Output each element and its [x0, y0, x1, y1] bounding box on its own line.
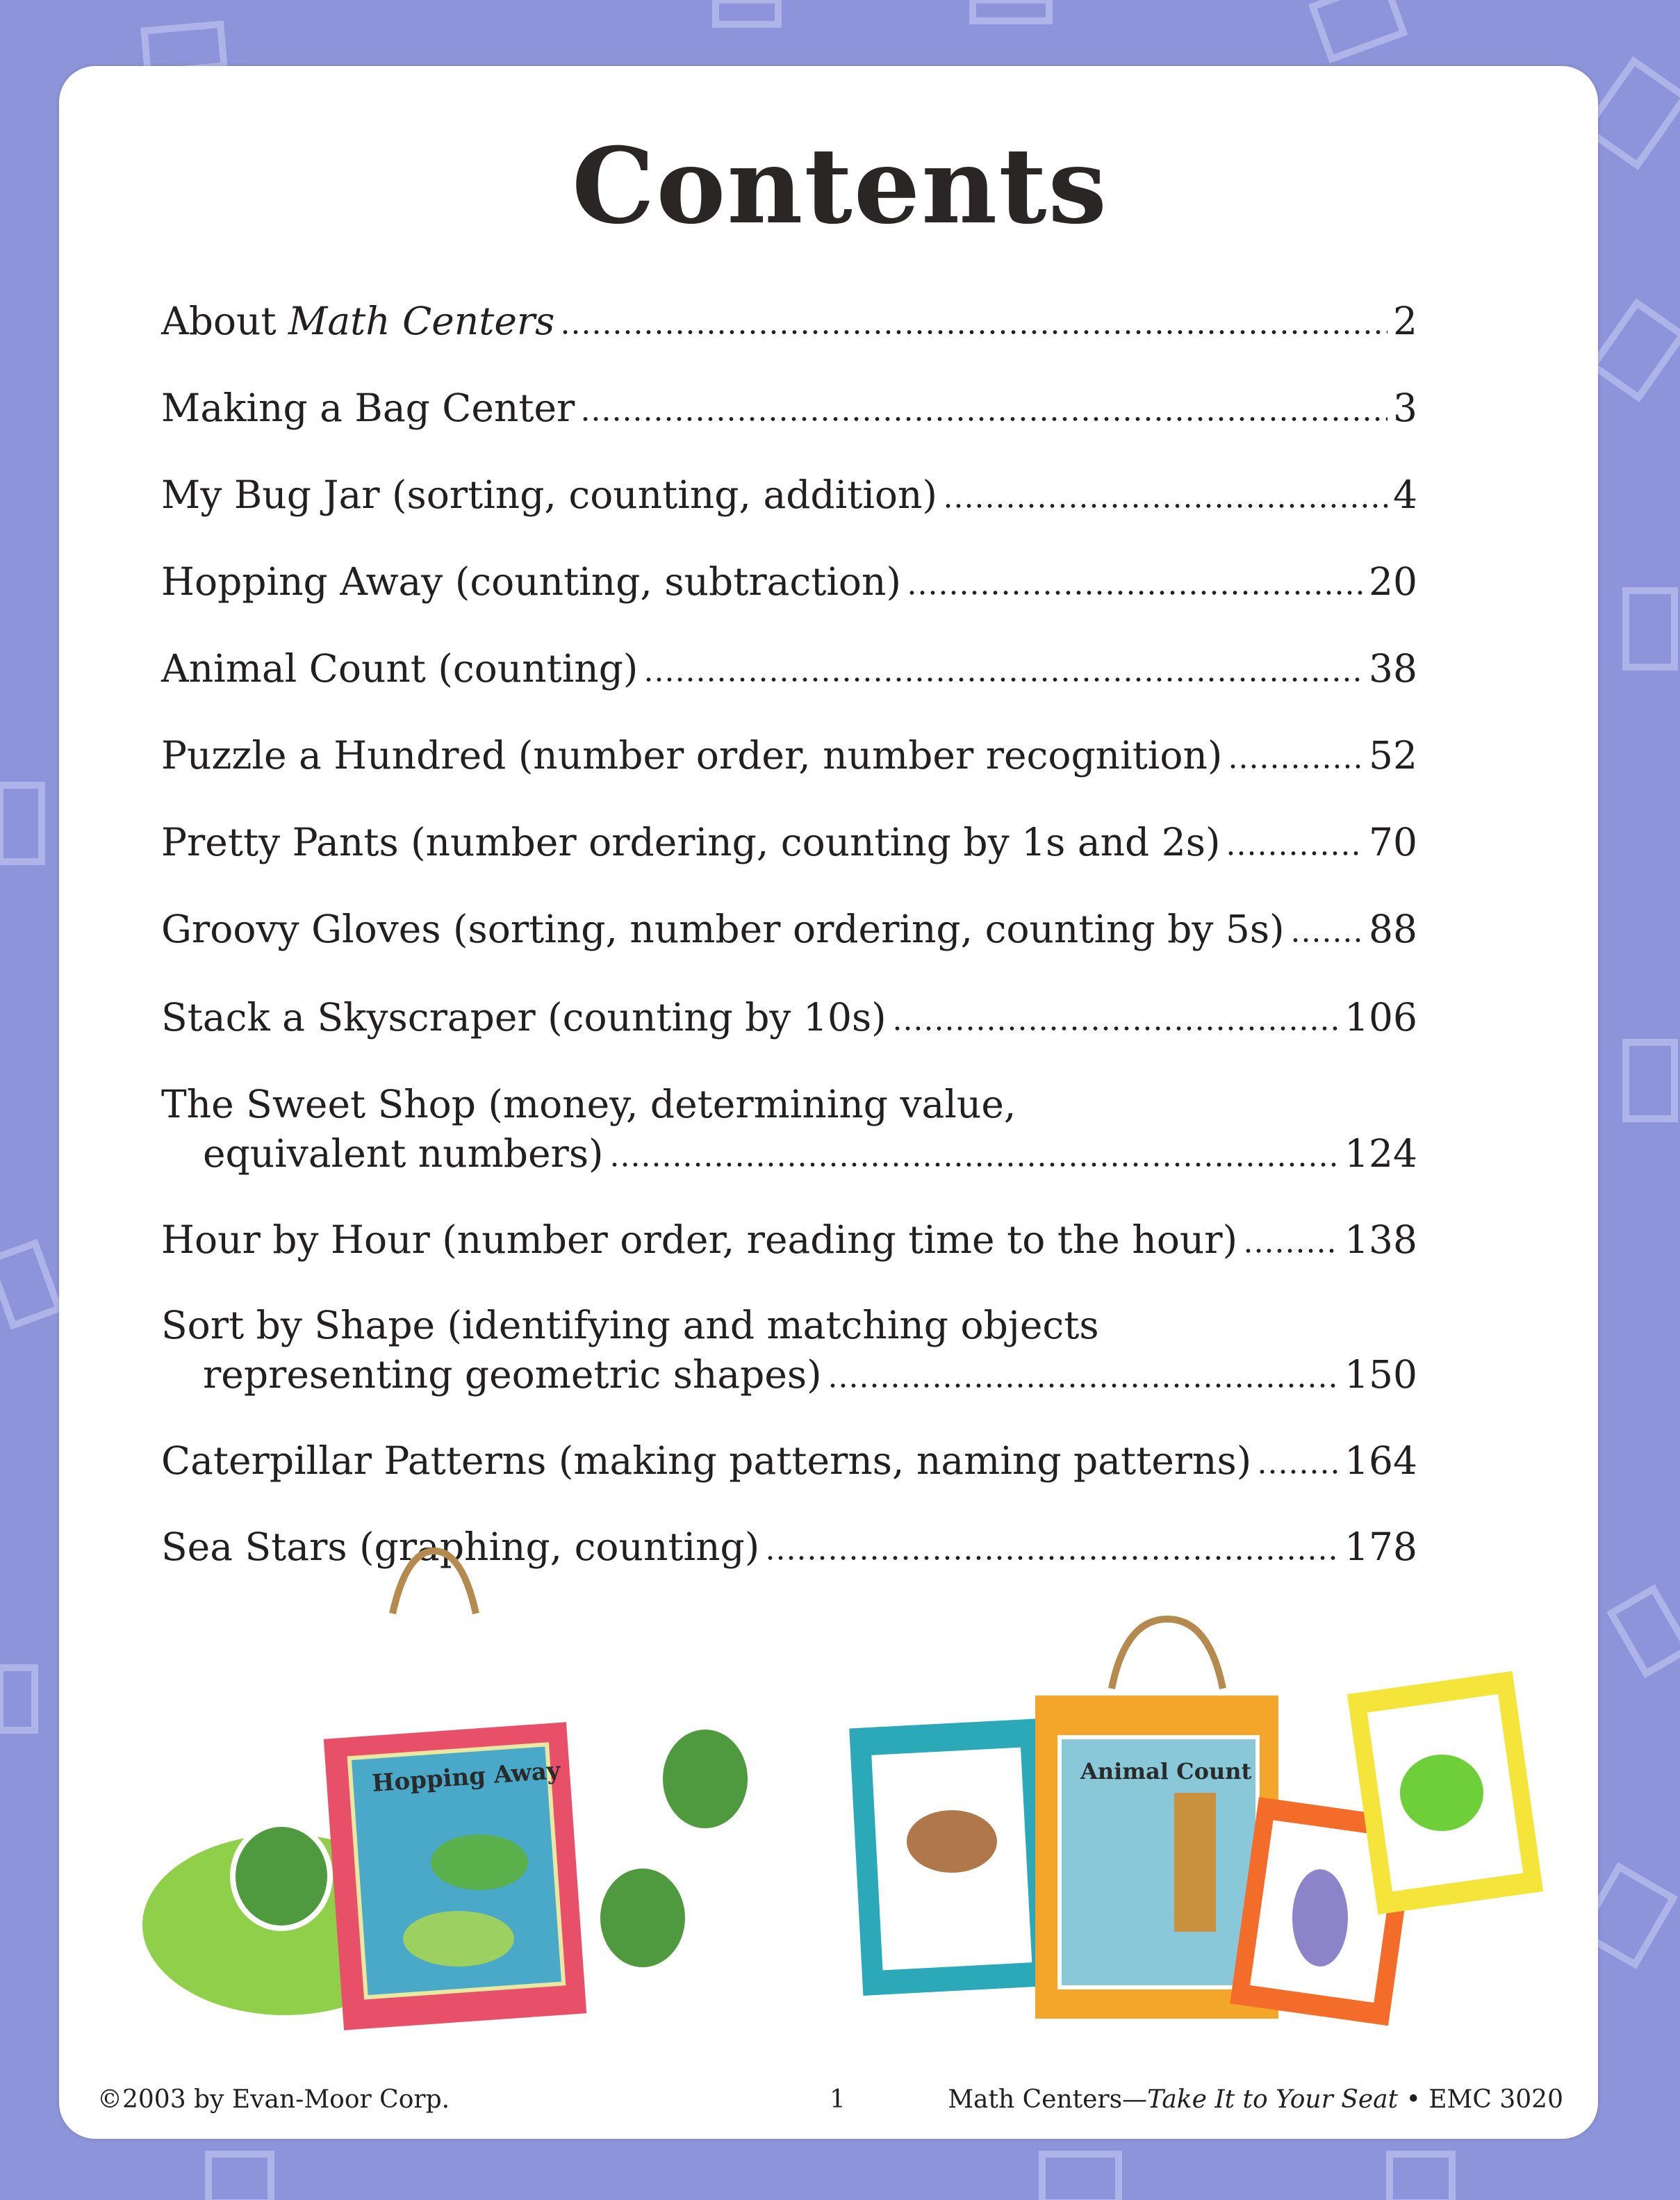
green-creature	[1400, 1755, 1483, 1831]
page-title: Contents	[571, 125, 1108, 247]
giraffe	[1174, 1793, 1216, 1932]
toc-page-number: 150	[1344, 1352, 1417, 1397]
toc-entry-label-line2: equivalent numbers)	[203, 1131, 604, 1176]
toc-page-number: 164	[1344, 1438, 1417, 1483]
frog	[431, 1834, 528, 1890]
toc-entry-label: Hopping Away (counting, subtraction)	[161, 559, 901, 604]
animal-count-bag-illustration	[849, 1619, 1543, 2026]
book-title: Math Centers—Take It to Your Seat • EMC 3020	[948, 2085, 1563, 2114]
toc-page-number: 3	[1393, 386, 1417, 430]
toc-entry-label: Stack a Skyscraper (counting by 10s)	[161, 995, 887, 1040]
toc-page-number: 88	[1369, 907, 1417, 951]
toc-page-number: 38	[1369, 646, 1417, 691]
toc-entry-label: Animal Count (counting)	[161, 646, 639, 691]
lily-pad-small	[403, 1911, 514, 1967]
bag-label-hopping-away: Hopping Away	[371, 1757, 561, 1798]
toc-page-number: 124	[1344, 1131, 1417, 1176]
toc-page-number: 70	[1369, 820, 1417, 864]
bag-label-animal-count: Animal Count	[1080, 1758, 1252, 1784]
toc-page-number: 20	[1369, 559, 1417, 604]
toc-entry-label: Groovy Gloves (sorting, number ordering, counting by 5s)	[161, 907, 1285, 951]
hopping-away-bag-illustration	[139, 1551, 750, 2030]
toc-entry-label-line2: representing geometric shapes)	[203, 1352, 822, 1397]
mouse	[1292, 1869, 1348, 1967]
toc-page-number: 106	[1344, 995, 1417, 1040]
toc-page-number: 52	[1369, 733, 1417, 778]
toc-page-number: 4	[1393, 473, 1417, 517]
toc-entry-label-line1[interactable]: The Sweet Shop (money, determining value,	[161, 1082, 1016, 1126]
toc-entry-label: Making a Bag Center	[161, 386, 575, 430]
horse	[907, 1810, 997, 1873]
toc-entry-label: Puzzle a Hundred (number order, number recognition)	[161, 733, 1223, 778]
copyright: ©2003 by Evan-Moor Corp.	[97, 2085, 450, 2114]
toc-entry-label: Pretty Pants (number ordering, counting by 1s and 2s)	[161, 820, 1221, 864]
toc-page-number: 2	[1393, 299, 1417, 343]
toc-entry-label: Hour by Hour (number order, reading time to the hour)	[161, 1217, 1238, 1262]
toc-entry-label: Sea Stars (graphing, counting)	[161, 1525, 760, 1569]
toc-page-number: 138	[1344, 1217, 1417, 1262]
toc-entry-label-line1[interactable]: Sort by Shape (identifying and matching objects	[161, 1303, 1099, 1347]
toc-page-number: 178	[1344, 1525, 1417, 1569]
toc-entry-label: About Math Centers	[161, 299, 555, 343]
page-number: 1	[830, 2085, 846, 2114]
toc-entry-label: Caterpillar Patterns (making patterns, naming patterns)	[161, 1438, 1252, 1483]
toc-entry-label: My Bug Jar (sorting, counting, addition)	[161, 473, 937, 517]
